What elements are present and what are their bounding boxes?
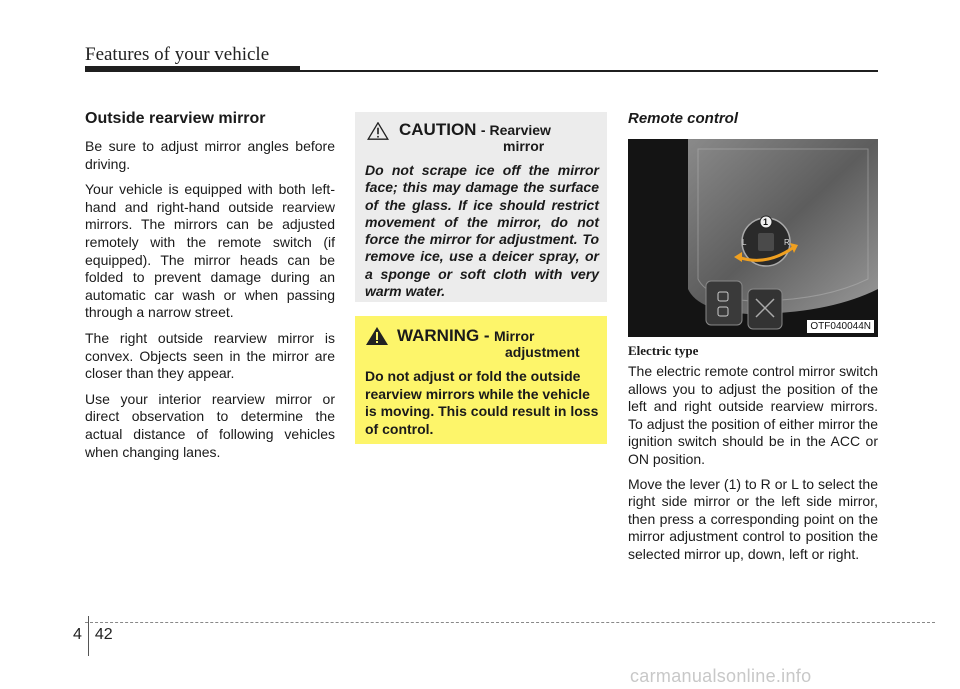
caution-box — [355, 112, 607, 302]
caution-subtitle-line2: mirror — [503, 138, 545, 154]
remote-control-heading: Remote control — [628, 110, 739, 127]
warning-header — [365, 326, 599, 360]
lever-callout-1: 1 — [763, 217, 769, 227]
paragraph: Move the lever (1) to R or L to select the right side mirror or the left side mirror, then press a corresponding point on the mirror adjustment control to position the selected mirror up, down, left or right. — [628, 475, 878, 562]
warning-triangle-icon — [365, 326, 389, 346]
switch-label-right: R — [784, 238, 790, 247]
page-number — [73, 626, 113, 656]
paragraph: The right outside rearview mirror is convex. Objects seen in the mirror are closer than they appear. — [85, 329, 335, 382]
warning-subtitle: Mirror — [494, 328, 535, 344]
caution-subtitle: - Rearview — [480, 122, 551, 138]
photo-code: OTF040044N — [807, 320, 874, 333]
header-rule-thick — [85, 66, 300, 72]
page-number-value: 42 — [94, 626, 113, 643]
warning-box — [355, 316, 607, 444]
photo-caption: Electric type — [628, 343, 699, 358]
caution-word: CAUTION — [399, 120, 477, 139]
section-heading: Outside rearview mirror — [85, 110, 266, 127]
footer-dashed-rule — [85, 622, 935, 623]
mirror-switch-illustration — [628, 139, 878, 337]
chapter-number: 4 — [73, 626, 82, 643]
remote-control-section — [628, 110, 878, 571]
paragraph: Your vehicle is equipped with both left-hand and right-hand outside rearview mirrors. The mirrors can be adjusted remotely with the remote switch (if equipped). The mirror heads can be folded to prevent damage during an automatic car wash or when passing through a narrow street. — [85, 181, 335, 321]
page-header-title: Features of your vehicle — [85, 44, 270, 65]
paragraph: Use your interior rearview mirror or direct observation to determine the actual distance of following vehicles when changing lanes. — [85, 390, 335, 460]
caution-header — [365, 120, 599, 154]
page-number-separator — [88, 616, 89, 656]
paragraph: Be sure to adjust mirror angles before driving. — [85, 138, 335, 172]
warning-word: WARNING - — [397, 326, 490, 345]
outside-mirror-section — [85, 110, 335, 469]
warning-text: Do not adjust or fold the outside rearview mirrors while the vehicle is moving. This could result in loss of control. — [365, 368, 599, 437]
paragraph: The electric remote control mirror switch allows you to adjust the position of the left and right outside rearview mirrors. To adjust the position of either mirror the ignition switch should be in the ACC or ON position. — [628, 363, 878, 467]
switch-label-left: L — [742, 238, 747, 247]
caution-triangle-icon — [365, 122, 391, 140]
header-rule-thin — [300, 70, 878, 72]
mirror-switch-photo — [628, 139, 878, 337]
caution-text: Do not scrape ice off the mirror face; this may damage the surface of the glass. If ice should restrict movement of the mirror, do not force the mirror for adjustment. To remove ice, use a deicer spray, or a sponge or soft cloth with very warm water. — [365, 162, 599, 300]
watermark: carmanualsonline.info — [630, 666, 812, 686]
warning-subtitle-line2: adjustment — [505, 344, 580, 360]
